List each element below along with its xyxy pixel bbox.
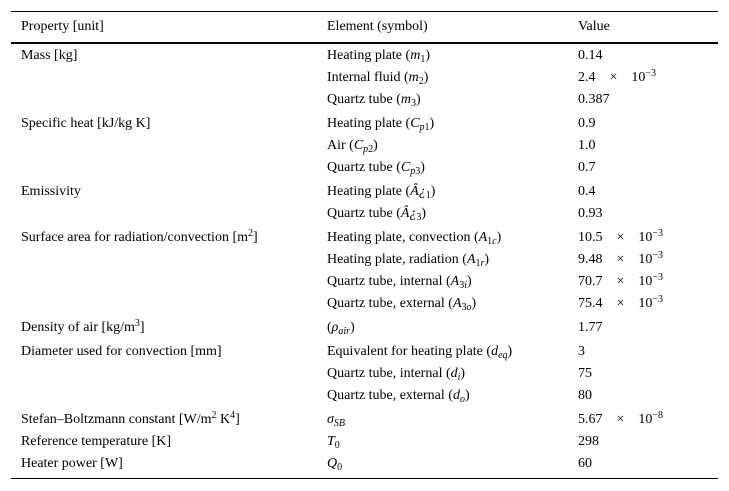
- element-cell: [327, 252, 489, 268]
- element-text: Heating plate (: [327, 184, 411, 199]
- value-cell: [578, 388, 592, 404]
- value-exponent: −3: [652, 250, 664, 261]
- value-cell: [578, 138, 596, 154]
- element-text: ): [507, 344, 513, 359]
- value-base: 10: [638, 230, 653, 245]
- element-text: ): [415, 92, 421, 107]
- element-subscript: eq: [498, 350, 508, 361]
- value-cell: [578, 366, 592, 382]
- element-symbol: m: [400, 92, 411, 107]
- element-cell: [327, 48, 430, 64]
- value-mantissa: 2.4: [578, 70, 596, 85]
- value-cell: [578, 434, 599, 450]
- element-cell: [327, 366, 465, 382]
- value-mantissa: 0.7: [578, 160, 596, 175]
- element-symbol: Q: [327, 456, 338, 471]
- property-cell: [21, 48, 77, 64]
- element-text: Air (: [327, 138, 354, 153]
- value-base: 10: [638, 296, 653, 311]
- value-exponent: −3: [645, 68, 657, 79]
- element-cell: [327, 184, 435, 200]
- property-cell: [21, 344, 222, 360]
- element-text: ): [429, 116, 435, 131]
- property-text: Specific heat [kJ/kg K]: [21, 116, 151, 131]
- element-cell: [327, 92, 421, 108]
- element-subscript: p3: [410, 166, 421, 177]
- property-text: Density of air [kg/m: [21, 320, 135, 335]
- element-text: ): [425, 48, 430, 63]
- element-subscript: p2: [363, 144, 374, 155]
- table-header-rule: [11, 42, 718, 44]
- element-cell: [327, 138, 378, 154]
- element-cell: [327, 296, 476, 312]
- element-cell: [327, 412, 345, 428]
- element-text: Heating plate, radiation (: [327, 252, 467, 267]
- element-cell: [327, 230, 501, 246]
- times-sign: ×: [616, 274, 625, 289]
- element-text: ): [484, 252, 490, 267]
- value-cell: [578, 252, 663, 268]
- property-text: Heater power [W]: [21, 456, 123, 471]
- element-subscript: 1c: [487, 236, 497, 247]
- table-bottom-rule: [11, 478, 718, 479]
- property-text: ]: [139, 320, 145, 335]
- property-superscript: 2: [248, 228, 254, 239]
- element-symbol: Â¿: [400, 206, 417, 221]
- element-symbol: A: [452, 296, 462, 311]
- element-subscript: i: [457, 372, 461, 383]
- element-symbol: d: [491, 344, 499, 359]
- element-cell: [327, 160, 425, 176]
- value-mantissa: 1.77: [578, 320, 603, 335]
- property-text: Mass [kg]: [21, 48, 78, 63]
- element-text: ): [464, 388, 470, 403]
- element-cell: [327, 116, 434, 132]
- property-cell: [21, 230, 258, 246]
- element-text: (: [327, 320, 332, 335]
- times-sign: ×: [616, 296, 625, 311]
- element-text: Quartz tube, internal (: [327, 366, 451, 381]
- value-mantissa: 9.48: [578, 252, 603, 267]
- element-cell: [327, 206, 426, 222]
- element-text: Heating plate, convection (: [327, 230, 479, 245]
- property-cell: [21, 320, 145, 336]
- element-text: ): [421, 206, 427, 221]
- element-cell: [327, 274, 472, 290]
- element-cell: [327, 344, 512, 360]
- element-text: ): [466, 274, 472, 289]
- times-sign: ×: [616, 252, 625, 267]
- property-text: ]: [235, 412, 240, 427]
- property-text: Emissivity: [21, 184, 81, 199]
- value-cell: [578, 70, 656, 86]
- property-text: Stefan–Boltzmann constant [W/m: [21, 412, 212, 427]
- value-mantissa: 0.14: [578, 48, 603, 63]
- value-mantissa: 75.4: [578, 296, 603, 311]
- element-subscript: 3: [416, 212, 422, 223]
- element-subscript: 1: [425, 190, 431, 201]
- value-cell: [578, 206, 603, 222]
- element-subscript: air: [338, 326, 351, 337]
- element-subscript: o: [459, 394, 465, 405]
- element-text: Heating plate (: [327, 116, 411, 131]
- element-cell: [327, 70, 428, 86]
- element-cell: [327, 434, 340, 450]
- value-mantissa: 298: [578, 434, 599, 449]
- element-symbol: m: [410, 48, 421, 63]
- property-superscript: 2: [211, 410, 217, 421]
- element-text: Quartz tube (: [327, 206, 401, 221]
- property-text: Surface area for radiation/convection [m: [21, 230, 249, 245]
- table-top-rule: [11, 11, 718, 12]
- property-cell: [21, 412, 240, 428]
- value-cell: [578, 230, 663, 246]
- element-subscript: 0: [337, 462, 343, 473]
- value-mantissa: 0.387: [578, 92, 610, 107]
- element-subscript: 2: [418, 76, 424, 87]
- value-cell: [578, 48, 603, 64]
- element-text: ): [496, 230, 502, 245]
- property-text: ]: [253, 230, 258, 245]
- element-text: Heating plate (: [327, 48, 411, 63]
- header-element: Element (symbol): [327, 19, 428, 34]
- element-symbol: d: [450, 366, 458, 381]
- value-mantissa: 70.7: [578, 274, 603, 289]
- element-symbol: C: [400, 160, 411, 175]
- element-cell: [327, 456, 342, 472]
- element-text: Quartz tube (: [327, 92, 401, 107]
- element-text: Internal fluid (: [327, 70, 409, 85]
- element-symbol: A: [466, 252, 476, 267]
- element-symbol: A: [478, 230, 488, 245]
- value-cell: [578, 274, 663, 290]
- value-cell: [578, 296, 663, 312]
- element-text: ): [430, 184, 436, 199]
- property-cell: [21, 184, 81, 200]
- value-mantissa: 1.0: [578, 138, 596, 153]
- value-exponent: −8: [652, 410, 664, 421]
- element-symbol: σ: [327, 412, 334, 427]
- element-text: Quartz tube (: [327, 160, 401, 175]
- property-text: K: [216, 412, 231, 427]
- value-exponent: −3: [652, 294, 664, 305]
- element-symbol: d: [452, 388, 460, 403]
- value-base: 10: [638, 274, 653, 289]
- value-mantissa: 80: [578, 388, 592, 403]
- value-cell: [578, 412, 663, 428]
- element-symbol: m: [408, 70, 419, 85]
- property-cell: [21, 116, 150, 132]
- element-text: Quartz tube, external (: [327, 296, 453, 311]
- value-mantissa: 0.4: [578, 184, 596, 199]
- property-superscript: 3: [134, 318, 140, 329]
- value-base: 10: [631, 70, 646, 85]
- property-cell: [21, 434, 171, 450]
- element-text: Quartz tube, external (: [327, 388, 453, 403]
- times-sign: ×: [616, 412, 625, 427]
- value-exponent: −3: [652, 272, 664, 283]
- times-sign: ×: [609, 70, 618, 85]
- element-symbol: A: [450, 274, 460, 289]
- element-subscript: 3i: [459, 280, 467, 291]
- element-text: ): [423, 70, 429, 85]
- value-mantissa: 60: [578, 456, 592, 471]
- value-cell: [578, 320, 603, 336]
- value-cell: [578, 160, 596, 176]
- element-cell: [327, 320, 355, 336]
- element-symbol: C: [410, 116, 420, 131]
- value-mantissa: 0.93: [578, 206, 603, 221]
- element-symbol: Â¿: [410, 184, 426, 199]
- value-base: 10: [638, 412, 653, 427]
- element-text: ): [373, 138, 378, 153]
- value-cell: [578, 344, 585, 360]
- element-cell: [327, 388, 470, 404]
- element-subscript: p1: [419, 122, 430, 133]
- value-cell: [578, 456, 592, 472]
- element-subscript: 1r: [475, 258, 485, 269]
- value-mantissa: 10.5: [578, 230, 603, 245]
- header-value: Value: [578, 19, 610, 34]
- times-sign: ×: [616, 230, 625, 245]
- value-cell: [578, 184, 596, 200]
- property-text: Reference temperature [K]: [21, 434, 172, 449]
- property-cell: [21, 456, 123, 472]
- element-subscript: 1: [420, 54, 426, 65]
- element-text: ): [420, 160, 425, 175]
- element-subscript: 3: [410, 98, 416, 109]
- element-subscript: SB: [333, 418, 346, 429]
- value-mantissa: 75: [578, 366, 592, 381]
- value-mantissa: 5.67: [578, 412, 603, 427]
- property-superscript: 4: [230, 410, 236, 421]
- element-subscript: 0: [334, 440, 340, 451]
- element-text: Quartz tube, internal (: [327, 274, 451, 289]
- property-text: Diameter used for convection [mm]: [21, 344, 222, 359]
- element-symbol: T: [327, 434, 335, 449]
- value-cell: [578, 92, 610, 108]
- element-symbol: ρ: [331, 320, 339, 335]
- element-text: ): [460, 366, 466, 381]
- value-mantissa: 0.9: [578, 116, 596, 131]
- value-base: 10: [638, 252, 653, 267]
- value-mantissa: 3: [578, 344, 585, 359]
- element-text: ): [350, 320, 355, 335]
- value-cell: [578, 116, 596, 132]
- value-exponent: −3: [652, 228, 664, 239]
- element-text: ): [471, 296, 477, 311]
- header-property: Property [unit]: [21, 19, 104, 34]
- element-subscript: 3o: [461, 302, 472, 313]
- element-text: Equivalent for heating plate (: [327, 344, 492, 359]
- element-symbol: C: [353, 138, 364, 153]
